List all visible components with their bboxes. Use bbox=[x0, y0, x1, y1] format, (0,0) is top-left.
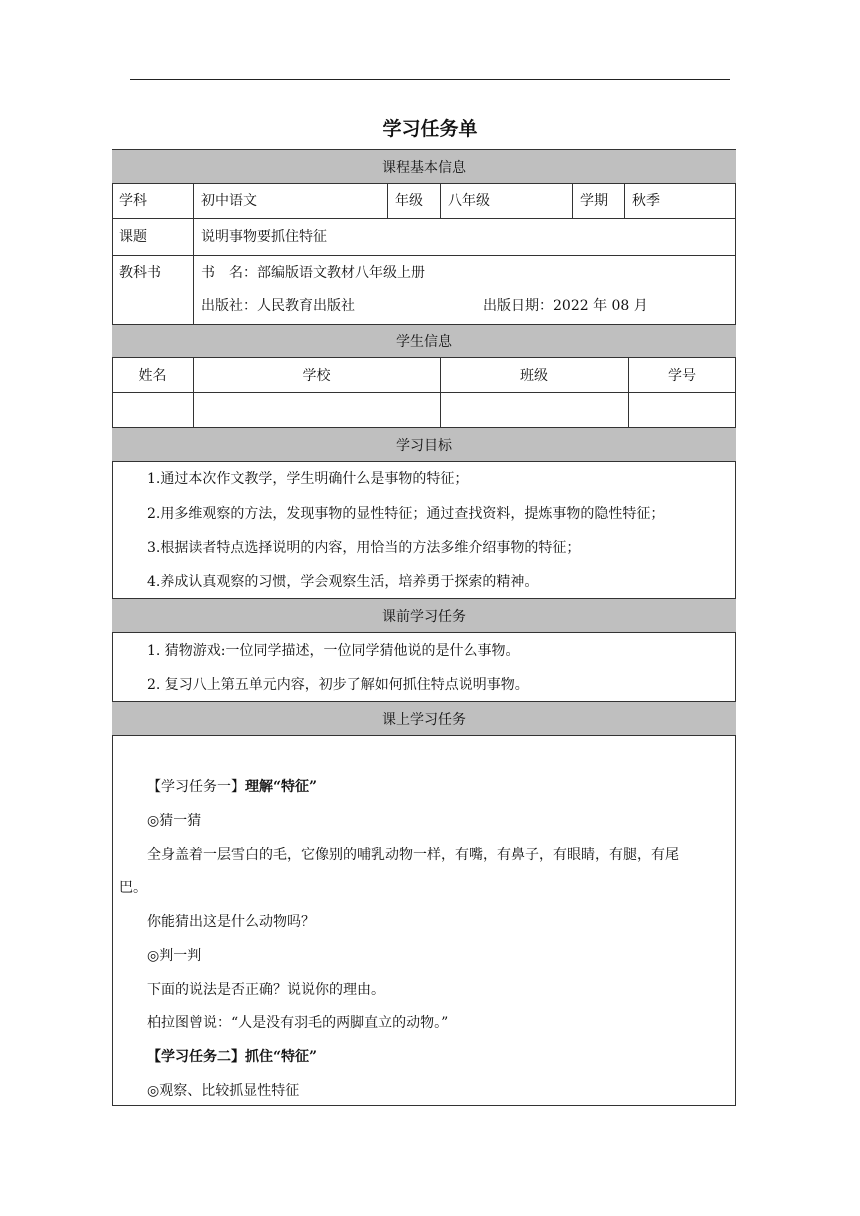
task-two-title: 抓住“特征” bbox=[245, 1049, 318, 1065]
section-title: 学生信息 bbox=[396, 334, 452, 350]
publish-date: 出版日期：2022 年 08 月 bbox=[483, 298, 648, 314]
header-rule bbox=[130, 79, 730, 80]
col-header-student-id: 学号 bbox=[668, 368, 696, 384]
section-title: 课上学习任务 bbox=[382, 711, 466, 728]
subject-value: 初中语文 bbox=[201, 193, 257, 209]
col-header-school: 学校 bbox=[302, 368, 331, 384]
book-name: 书 名：部编版语文教材八年级上册 bbox=[201, 265, 425, 281]
row-divider bbox=[112, 255, 736, 256]
row-divider bbox=[112, 218, 736, 219]
col-header-name: 姓名 bbox=[138, 368, 167, 384]
task-two-bracket: 【学习任务二】 bbox=[147, 1049, 245, 1065]
term-label: 学期 bbox=[580, 193, 608, 209]
guess-text-continued: 巴。 bbox=[119, 880, 147, 896]
objective-item: 1.通过本次作文教学，学生明确什么是事物的特征； bbox=[147, 471, 469, 487]
section-title: 课前学习任务 bbox=[382, 608, 466, 625]
judge-heading: ◎判一判 bbox=[147, 948, 202, 964]
section-pre-class bbox=[112, 598, 736, 633]
divider bbox=[193, 218, 194, 255]
grade-value: 八年级 bbox=[448, 193, 490, 209]
topic-value: 说明事物要抓住特征 bbox=[201, 229, 327, 245]
observe-heading: ◎观察、比较抓显性特征 bbox=[147, 1083, 300, 1099]
section-title: 学习目标 bbox=[396, 437, 452, 454]
guess-text: 全身盖着一层雪白的毛，它像别的哺乳动物一样，有嘴，有鼻子，有眼睛，有腿，有尾 bbox=[147, 847, 679, 863]
subject-label: 学科 bbox=[119, 193, 147, 209]
pre-class-item: 2. 复习八上第五单元内容，初步了解如何抓住特点说明事物。 bbox=[147, 677, 529, 693]
section-in-class bbox=[112, 701, 736, 736]
objective-item: 4.养成认真观察的习惯，学会观察生活，培养勇于探索的精神。 bbox=[147, 574, 539, 590]
objective-item: 3.根据读者特点选择说明的内容，用恰当的方法多维介绍事物的特征； bbox=[147, 540, 581, 556]
task-two-heading bbox=[147, 1048, 317, 1066]
section-student-info bbox=[112, 324, 736, 358]
guess-heading: ◎猜一猜 bbox=[147, 813, 202, 829]
textbook-label: 教科书 bbox=[119, 265, 161, 281]
term-value: 秋季 bbox=[632, 193, 660, 209]
col-header-class: 班级 bbox=[520, 368, 548, 384]
pre-class-item: 1. 猜物游戏:一位同学描述，一位同学猜他说的是什么事物。 bbox=[147, 643, 520, 659]
task-one-title: 理解“特征” bbox=[245, 779, 318, 795]
grade-label: 年级 bbox=[395, 193, 423, 209]
publisher: 出版社：人民教育出版社 bbox=[201, 298, 355, 314]
judge-quote: 柏拉图曾说：“人是没有羽毛的两脚直立的动物。” bbox=[147, 1015, 449, 1031]
topic-label: 课题 bbox=[119, 229, 147, 245]
divider bbox=[193, 184, 194, 218]
task-one-heading bbox=[147, 778, 317, 796]
section-objectives bbox=[112, 427, 736, 462]
guess-question: 你能猜出这是什么动物吗？ bbox=[147, 914, 315, 930]
row-divider bbox=[112, 392, 736, 393]
divider bbox=[387, 184, 388, 218]
divider bbox=[624, 184, 625, 218]
objective-item: 2.用多维观察的方法，发现事物的显性特征；通过查找资料，提炼事物的隐性特征； bbox=[147, 506, 665, 522]
divider bbox=[440, 184, 441, 218]
judge-prompt: 下面的说法是否正确？说说你的理由。 bbox=[147, 982, 385, 998]
task-one-bracket: 【学习任务一】 bbox=[147, 779, 245, 795]
divider bbox=[193, 255, 194, 324]
section-title: 课程基本信息 bbox=[382, 159, 466, 176]
divider bbox=[572, 184, 573, 218]
section-course-info bbox=[112, 149, 736, 184]
page-title: 学习任务单 bbox=[382, 118, 478, 140]
